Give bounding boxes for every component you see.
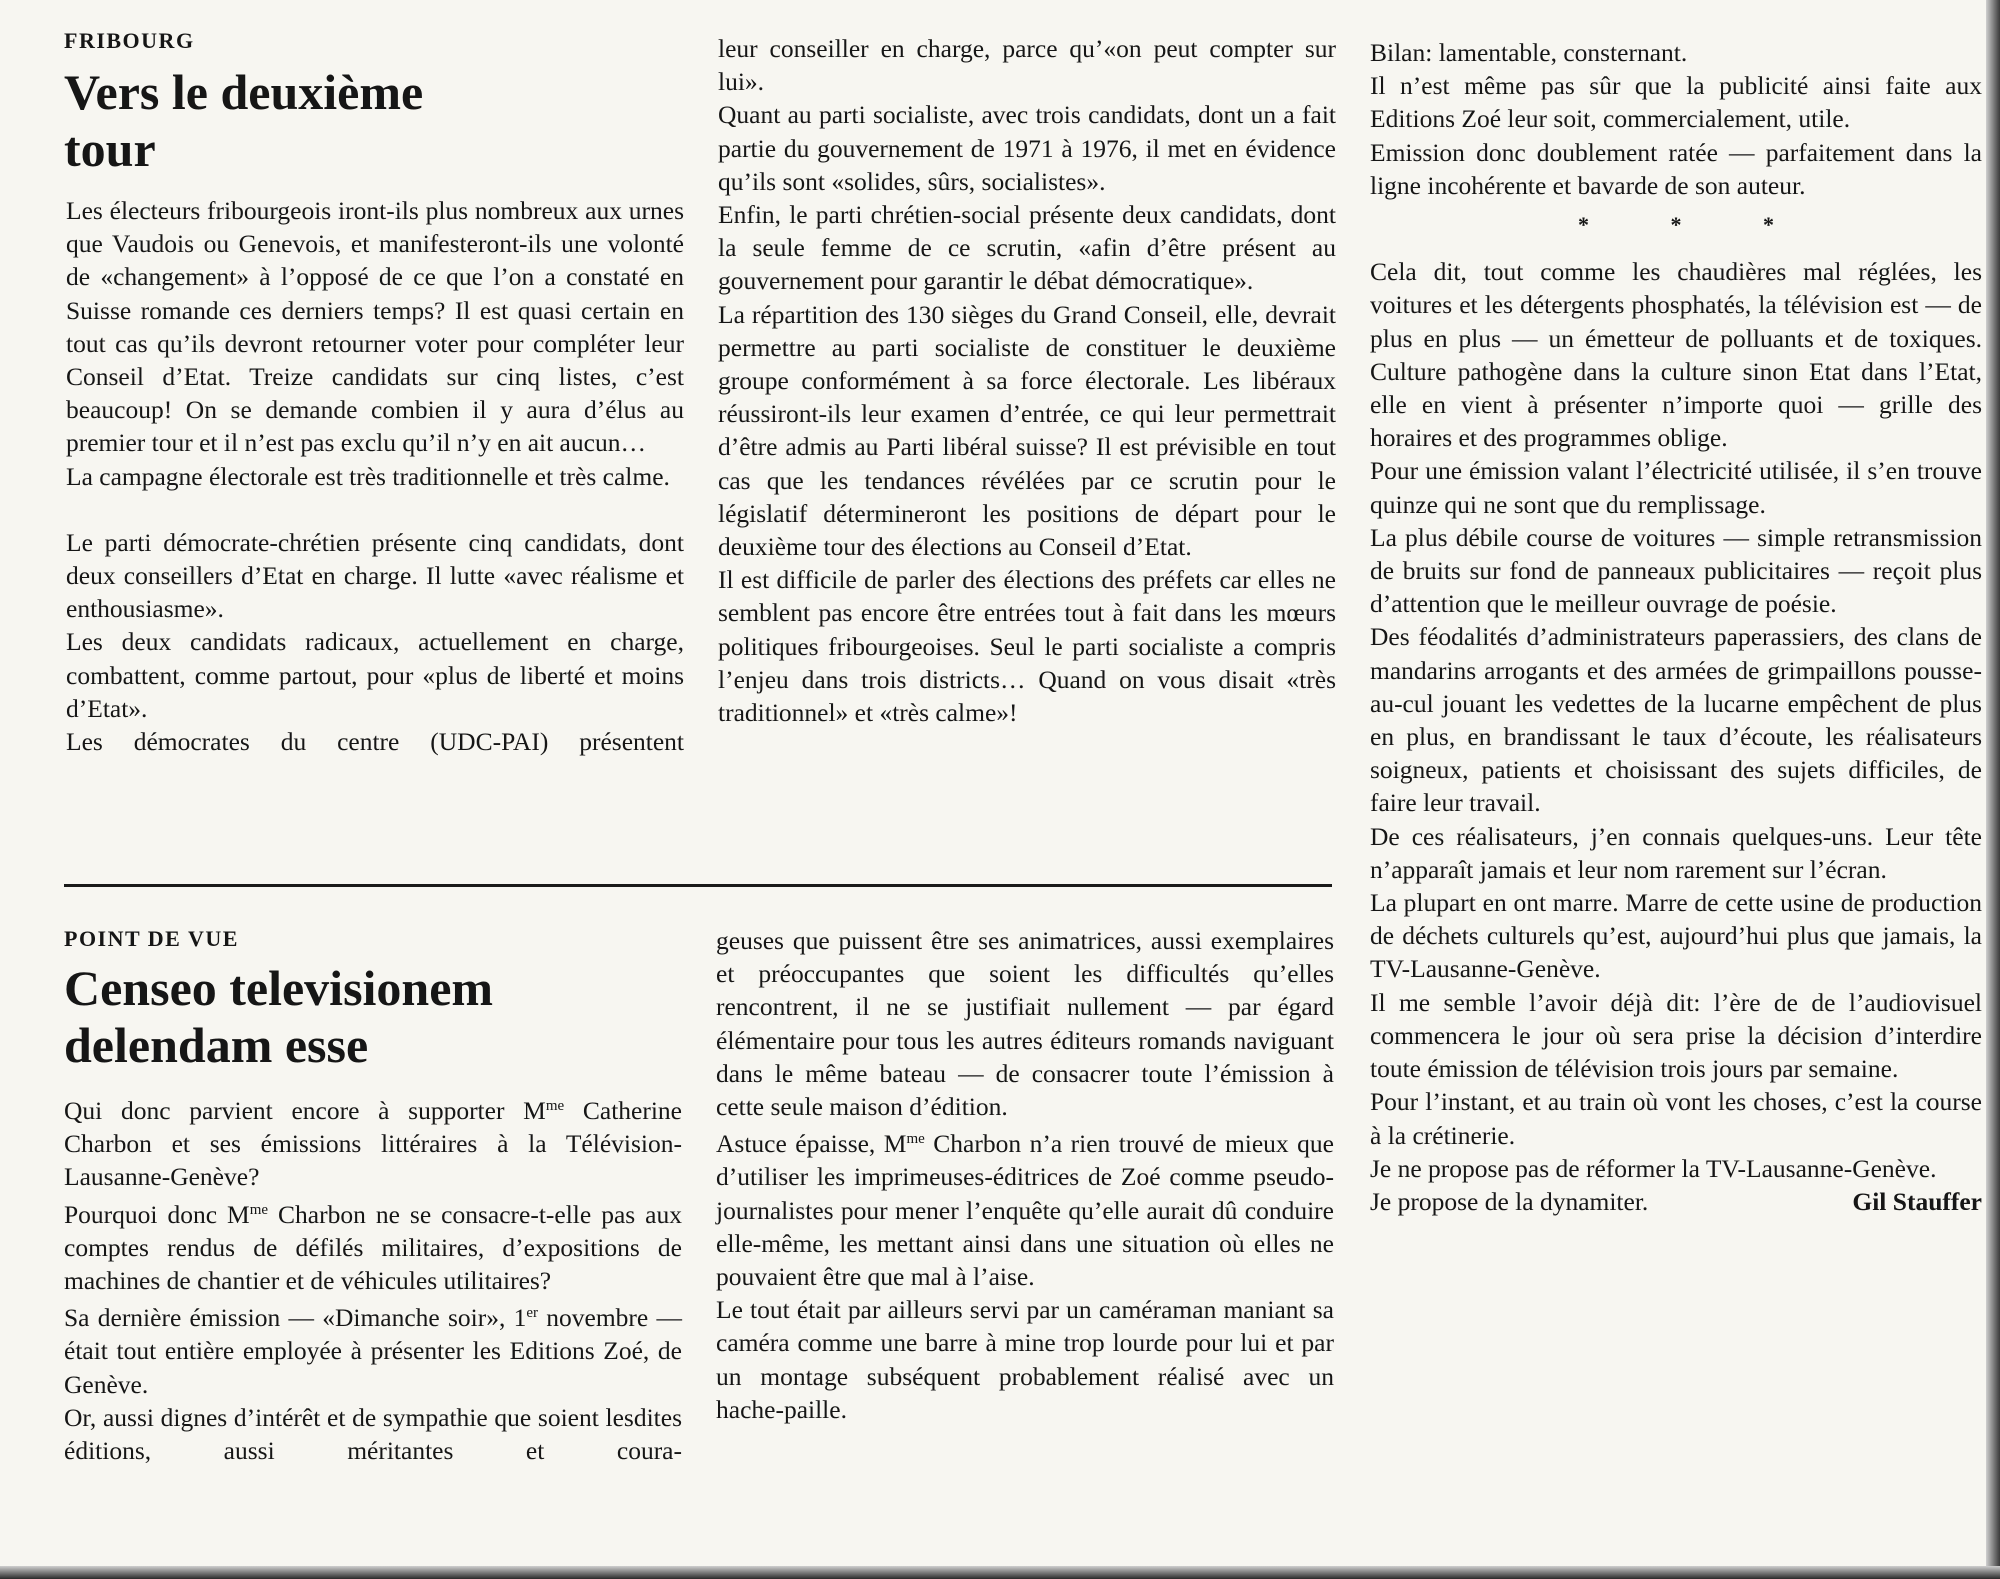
text-run: novembre — était tout entière employée à présenter les Editions Zoé, de Genève. xyxy=(64,1303,682,1399)
superscript: me xyxy=(249,1201,269,1218)
paragraph: Des féodalités d’administrateurs paperassiers, des clans de mandarins arrogants et des armées de grimpaillons pousse-au-cul jouant les vedettes de la lucarne empêchent de plus en plus, en brandissant le taux d’écoute, les réalisateurs soigneux, patients et choisissant des sujets difficiles, de faire leur travail. xyxy=(1370,622,1982,818)
paragraph: Pour une émission valant l’électricité utilisée, il s’en trouve quinze qui ne sont que du remplissage. xyxy=(1370,456,1982,519)
paragraph: La répartition des 130 sièges du Grand Conseil, elle, devrait permettre au parti socialiste de constituer le deuxième groupe conformément à sa force électorale. Les libéraux réussiront-ils leur examen d’entrée, ce qui leur permettrait d’être admis au Parti libéral suisse? Il est prévisible en tout cas que les tendances révélées par ce scrutin pour le législatif détermineront les positions de départ pour le deuxième tour des élections au Conseil d’Etat. xyxy=(718,299,1336,562)
paragraph: La plupart en ont marre. Marre de cette usine de production de déchets culturels qu’est, aujourd’hui plus que jamais, la TV-Lausanne-Genève. xyxy=(1370,888,1982,984)
paragraph: leur conseiller en charge, parce qu’«on peut compter sur lui». xyxy=(718,34,1336,97)
paragraph: Enfin, le parti chrétien-social présente deux candidats, dont la seule femme de ce scrutin, «afin d’être présent au gouvernement pour garantir le débat démocratique». xyxy=(718,200,1336,296)
headline-line: tour xyxy=(64,121,156,177)
paragraph: Emission donc doublement ratée — parfaitement dans la ligne incohérente et bavarde de son auteur. xyxy=(1370,137,1982,200)
superscript: me xyxy=(545,1098,565,1114)
paragraph xyxy=(64,1194,682,1298)
paragraph xyxy=(64,1090,682,1194)
headline-line: Censeo televisionem xyxy=(64,960,494,1016)
paragraph: Il est difficile de parler des élections des préfets car elles ne semblent pas encore être entrées tout à fait dans les mœurs politiques fribourgeoises. Seul le parti socialiste a compris l’enjeu dans trois districts… Quand on vous disait «très traditionnel» et «très calme»! xyxy=(718,565,1336,728)
page-edge-shadow-right xyxy=(1986,0,2000,1579)
paragraph: geuses que puissent être ses animatrices, aussi exemplaires et préoccupantes que soient les difficultés qu’elles rencontrent, il ne se justifiait nullement — par égard élémentaire pour tous les autres éditeurs romands naviguant dans le même bateau — de consacrer toute l’émission à cette seule maison d’édition. xyxy=(716,926,1334,1122)
horizontal-divider xyxy=(64,884,1332,887)
article2-column-3 xyxy=(1370,36,1982,1218)
paragraph: La campagne électorale est très traditionnelle et très calme. xyxy=(66,461,670,491)
text-run: Charbon n’a rien trouvé de mieux que d’utiliser les imprimeuses-éditrices de Zoé comme pseudo-journalistes pour mener l’enquête qu’elle aurait dû conduire elle-même, les mettant ainsi dans une situation où elles ne pouvaient être que mal à l’aise. xyxy=(716,1129,1334,1292)
text-run: Sa dernière émission — «Dimanche soir», 1 xyxy=(64,1303,527,1333)
paragraph: Pour l’instant, et au train où vont les choses, c’est la course à la crétinerie. xyxy=(1370,1087,1982,1150)
text-run: Astuce épaisse, M xyxy=(716,1129,907,1159)
section-kicker-fribourg: FRIBOURG xyxy=(64,28,195,53)
section-separator-stars: * * * xyxy=(1578,212,1812,238)
article2-column-1 xyxy=(64,1090,682,1467)
text-run: Qui donc parvient encore à supporter M xyxy=(64,1096,546,1125)
paragraph-gap xyxy=(66,493,684,526)
headline-vers-le-deuxieme-tour xyxy=(64,64,423,178)
page-edge-shadow-bottom xyxy=(0,1566,2000,1579)
paragraph xyxy=(716,1123,1334,1293)
closing-line xyxy=(1370,1185,1982,1218)
text-run: Catherine Charbon et ses émissions littéraires à la Télévision-Lausanne-Genève? xyxy=(64,1096,682,1192)
superscript: me xyxy=(906,1131,925,1148)
paragraph: Quant au parti socialiste, avec trois candidats, dont un a fait partie du gouvernement de 1971 à 1976, il met en évidence qu’ils sont «solides, sûrs, socialistes». xyxy=(718,100,1336,196)
headline-censeo-televisionem xyxy=(64,960,493,1074)
paragraph: Cela dit, tout comme les chaudières mal réglées, les voitures et les détergents phosphatés, la télévision est — de plus en plus — un émetteur de polluants et de toxiques. Culture pathogène dans la culture sinon Etat dans l’Etat, elle en vient à présenter n’importe quoi — grille des horaires et des programmes oblige. xyxy=(1370,257,1982,453)
paragraph: Les démocrates du centre (UDC-PAI) présentent xyxy=(66,727,684,757)
text-run: Charbon ne se consacre-t-elle pas aux comptes rendus de défilés militaires, d’expositions de machines de chantier et de véhicules utilitaires? xyxy=(64,1199,683,1296)
paragraph: Les deux candidats radicaux, actuellement en charge, combattent, comme partout, pour «plus de liberté et moins d’Etat». xyxy=(66,627,684,723)
paragraph: Bilan: lamentable, consternant. xyxy=(1370,38,1688,67)
paragraph: Les électeurs fribourgeois iront-ils plus nombreux aux urnes que Vaudois ou Genevois, et manifesteront-ils une volonté de «changement» à l’opposé de ce que l’on a constaté en Suisse romande ces derniers temps? Il est quasi certain en tout cas qu’ils devront retourner voter pour compléter leur Conseil d’Etat. Treize candidats sur cinq listes, c’est beaucoup! On se demande combien il y aura d’élus au premier tour et il n’est pas exclu qu’il n’y en ait aucun… xyxy=(66,196,684,458)
paragraph: De ces réalisateurs, j’en connais quelques-uns. Leur tête n’apparaît jamais et leur nom rarement sur l’écran. xyxy=(1370,821,1982,884)
text-run: Pourquoi donc M xyxy=(64,1199,250,1229)
paragraph: Je propose de la dynamiter. xyxy=(1370,1186,1649,1216)
article1-column-1 xyxy=(66,194,684,758)
paragraph: Or, aussi dignes d’intérêt et de sympathie que soient lesdites éditions, aussi méritantes et coura- xyxy=(64,1402,682,1466)
article2-column-2 xyxy=(716,924,1334,1426)
paragraph: Il me semble l’avoir déjà dit: l’ère de de l’audiovisuel commencera le jour où sera prise la décision d’interdire toute émission de télévision trois jours par semaine. xyxy=(1370,987,1982,1084)
headline-line: Vers le deuxième xyxy=(64,64,424,120)
paragraph: La plus débile course de voitures — simple retransmission de bruits sur fond de panneaux publicitaires — reçoit plus d’attention que le meilleur ouvrage de poésie. xyxy=(1370,522,1982,619)
section-kicker-point-de-vue: POINT DE VUE xyxy=(64,926,239,951)
paragraph xyxy=(64,1297,682,1401)
paragraph: Le parti démocrate-chrétien présente cinq candidats, dont deux conseillers d’Etat en charge. Il lutte «avec réalisme et enthousiasme». xyxy=(66,527,684,624)
paragraph: Le tout était par ailleurs servi par un caméraman maniant sa caméra comme une barre à mine trop lourde pour lui et par un montage subséquent probablement réalisé avec un hache-paille. xyxy=(716,1295,1334,1424)
superscript: er xyxy=(526,1305,539,1322)
author-signature: Gil Stauffer xyxy=(1852,1186,1982,1216)
paragraph: Il n’est même pas sûr que la publicité ainsi faite aux Editions Zoé leur soit, commercialement, utile. xyxy=(1370,71,1982,134)
paragraph: Je ne propose pas de réformer la TV-Lausanne-Genève. xyxy=(1370,1153,1937,1183)
article1-column-2 xyxy=(718,32,1336,729)
headline-line: delendam esse xyxy=(64,1017,369,1073)
